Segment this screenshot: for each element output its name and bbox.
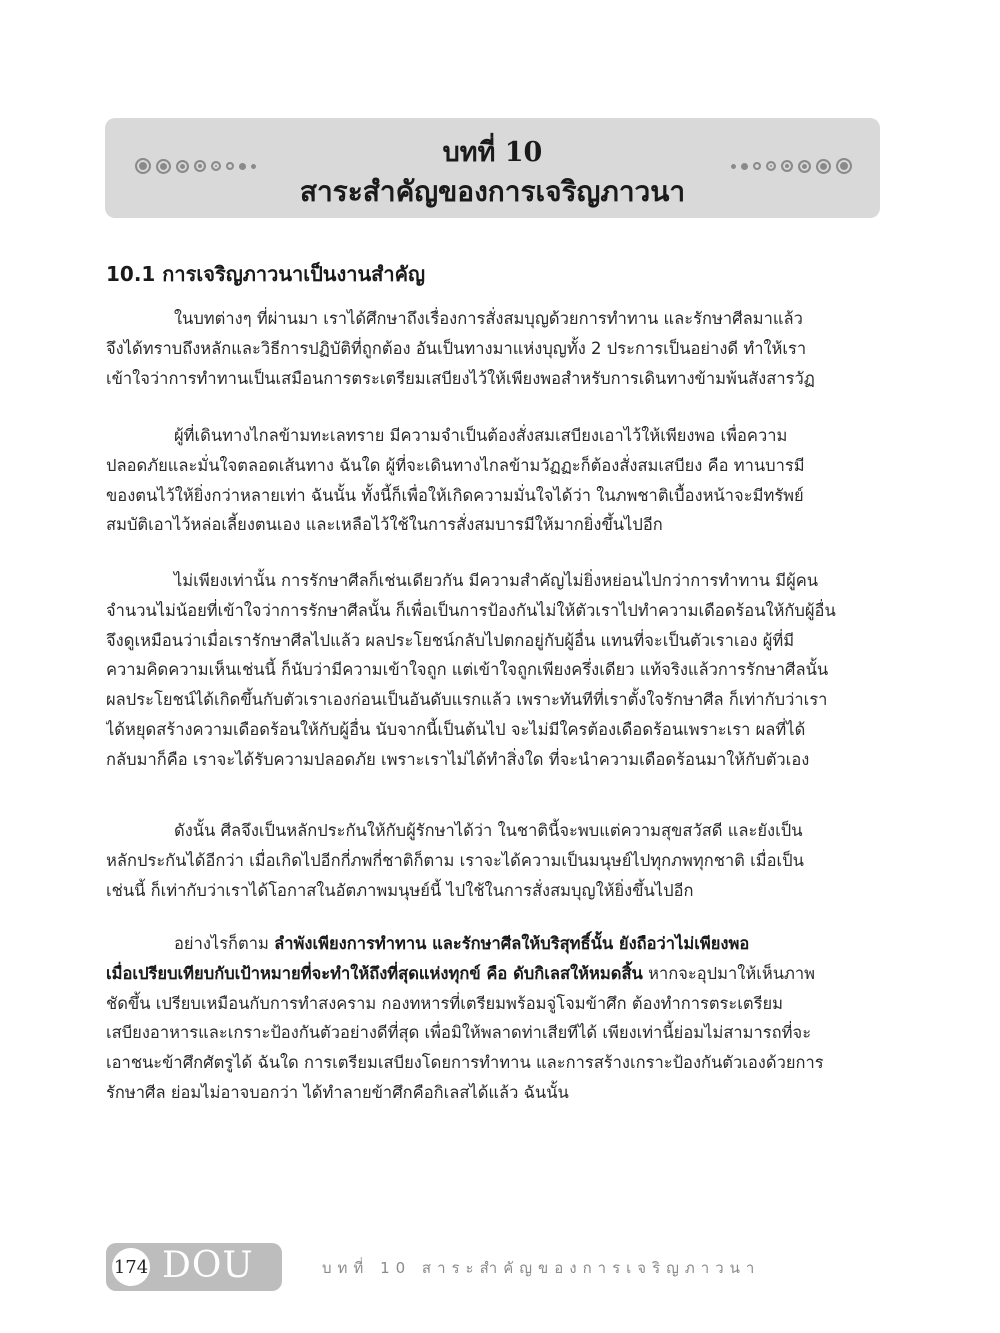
text-line: [106, 929, 886, 959]
text-line: ได้หยุดสร้างความเดือดร้อนให้กับผู้อื่น นับจากนี้เป็นต้นไป จะไม่มีใครต้องเดือดร้อนเพราะเรา ผลที่ได้: [106, 719, 806, 739]
text-line: ปลอดภัยและมั่นใจตลอดเส้นทาง ฉันใด ผู้ที่จะเดินทางไกลข้ามวัฏฏะก็ต้องสั่งสมเสบียง คือ ทานบารมี: [106, 455, 805, 475]
text-line: เข้าใจว่าการทำทานเป็นเสมือนการตระเตรียมเสบียงไว้ให้เพียงพอสำหรับการเดินทางข้ามพ้นสังสารวัฏ: [106, 368, 815, 388]
brand-logo: DOU: [162, 1245, 254, 1286]
text-line: [106, 959, 886, 989]
running-title: บทที่ 10 สาระสำคัญของการเจริญภาวนา: [322, 1259, 761, 1277]
chapter-title: สาระสำคัญของการเจริญภาวนา: [299, 175, 686, 208]
text-line: ดังนั้น ศีลจึงเป็นหลักประกันให้กับผู้รักษาได้ว่า ในชาตินี้จะพบแต่ความสุขสวัสดี และยังเป็น: [174, 821, 803, 840]
text-line: จำนวนไม่น้อยที่เข้าใจว่าการรักษาศีลนั้น ก็เพื่อเป็นการป้องกันไม่ให้ตัวเราไปทำความเดือดร้อนให้กับผู้อื่น: [106, 600, 836, 620]
text-line: ความคิดความเห็นเช่นนี้ ก็นับว่ามีความเข้าใจถูก แต่เข้าใจถูกเพียงครึ่งเดียว แท้จริงแล้วการรักษาศีลนั้น: [106, 660, 829, 680]
paragraph-2: [106, 421, 886, 540]
paragraph-5: [106, 929, 886, 1108]
paragraph-3: [106, 566, 886, 775]
text-line: สมบัติเอาไว้หล่อเลี้ยงตนเอง และเหลือไว้ใช้ในการสั่งสมบารมีให้มากยิ่งขึ้นไปอีก: [106, 515, 663, 535]
paragraph-1: [106, 304, 886, 393]
emphasis-text: ลำพังเพียงการทำทาน และรักษาศีลให้บริสุทธิ์นั้น ยังถือว่าไม่เพียงพอ: [274, 934, 750, 953]
chapter-header: [105, 118, 880, 218]
section-heading: 10.1 การเจริญภาวนาเป็นงานสำคัญ: [106, 262, 426, 286]
text-line: เสบียงอาหารและเกราะป้องกันตัวอย่างดีที่สุด เพื่อมิให้พลาดท่าเสียทีได้ เพียงเท่านี้ย่อมไม่สามารถที่จะ: [106, 1023, 812, 1043]
text-line: ในบทต่างๆ ที่ผ่านมา เราได้ศึกษาถึงเรื่องการสั่งสมบุญด้วยการทำทาน และรักษาศีลมาแล้ว: [174, 309, 803, 328]
text-line: หลักประกันได้อีกว่า เมื่อเกิดไปอีกกี่ภพกี่ชาติก็ตาม เราจะได้ความเป็นมนุษย์ไปทุกภพทุกชาติ เมื่อเป็น: [106, 850, 804, 870]
text-line: ผลประโยชน์ได้เกิดขึ้นกับตัวเราเองก่อนเป็นอันดับแรกแล้ว เพราะทันทีที่เราตั้งใจรักษาศีล ก็เท่ากับว่าเรา: [106, 690, 828, 710]
text-line: จึงดูเหมือนว่าเมื่อเรารักษาศีลไปแล้ว ผลประโยชน์กลับไปตกอยู่กับผู้อื่น แทนที่จะเป็นตัวเราเอง ผู้ที่มี: [106, 630, 795, 650]
text-line: กลับมาก็คือ เราจะได้รับความปลอดภัย เพราะเราไม่ได้ทำสิ่งใด ที่จะนำความเดือดร้อนมาให้กับตัวเอง: [106, 749, 810, 769]
chapter-number: บทที่ 10: [442, 137, 543, 168]
decorative-dots-right: [731, 158, 852, 174]
text-line: ผู้ที่เดินทางไกลข้ามทะเลทราย มีความจำเป็นต้องสั่งสมเสบียงเอาไว้ให้เพียงพอ เพื่อความ: [174, 426, 788, 445]
emphasis-text: เมื่อเปรียบเทียบกับเป้าหมายที่จะทำให้ถึงที่สุดแห่งทุกข์ คือ ดับกิเลสให้หมดสิ้น: [106, 963, 643, 983]
paragraph-4: [106, 816, 886, 905]
text-line: เอาชนะข้าศึกศัตรูได้ ฉันใด การเตรียมเสบียงโดยการทำทาน และการสร้างเกราะป้องกันตัวเองด้วยการ: [106, 1053, 824, 1073]
text-line: ชัดขึ้น เปรียบเหมือนกับการทำสงคราม กองทหารที่เตรียมพร้อมจู่โจมข้าศึก ต้องทำการตระเตรียม: [106, 993, 784, 1013]
text-line: รักษาศีล ย่อมไม่อาจบอกว่า ได้ทำลายข้าศึกคือกิเลสได้แล้ว ฉันนั้น: [106, 1082, 569, 1102]
footer-badge: [106, 1243, 282, 1291]
page-number: 174: [112, 1248, 150, 1286]
text-span: หากจะอุปมาให้เห็นภาพ: [642, 963, 816, 983]
text-line: เช่นนี้ ก็เท่ากับว่าเราได้โอกาสในอัตภาพมนุษย์นี้ ไปใช้ในการสั่งสมบุญให้ยิ่งขึ้นไปอีก: [106, 880, 694, 900]
text-span: อย่างไรก็ตาม: [174, 934, 275, 953]
text-line: ของตนไว้ให้ยิ่งกว่าหลายเท่า ฉันนั้น ทั้งนี้ก็เพื่อให้เกิดความมั่นใจได้ว่า ในภพชาติเบื้องหน้าจะมีทรัพย์: [106, 485, 804, 505]
text-line: ไม่เพียงเท่านั้น การรักษาศีลก็เช่นเดียวกัน มีความสำคัญไม่ยิ่งหย่อนไปกว่าการทำทาน มีผู้คน: [174, 571, 819, 590]
text-line: จึงได้ทราบถึงหลักและวิธีการปฏิบัติที่ถูกต้อง อันเป็นทางมาแห่งบุญทั้ง 2 ประการเป็นอย่างดี ทำให้เรา: [106, 338, 807, 358]
